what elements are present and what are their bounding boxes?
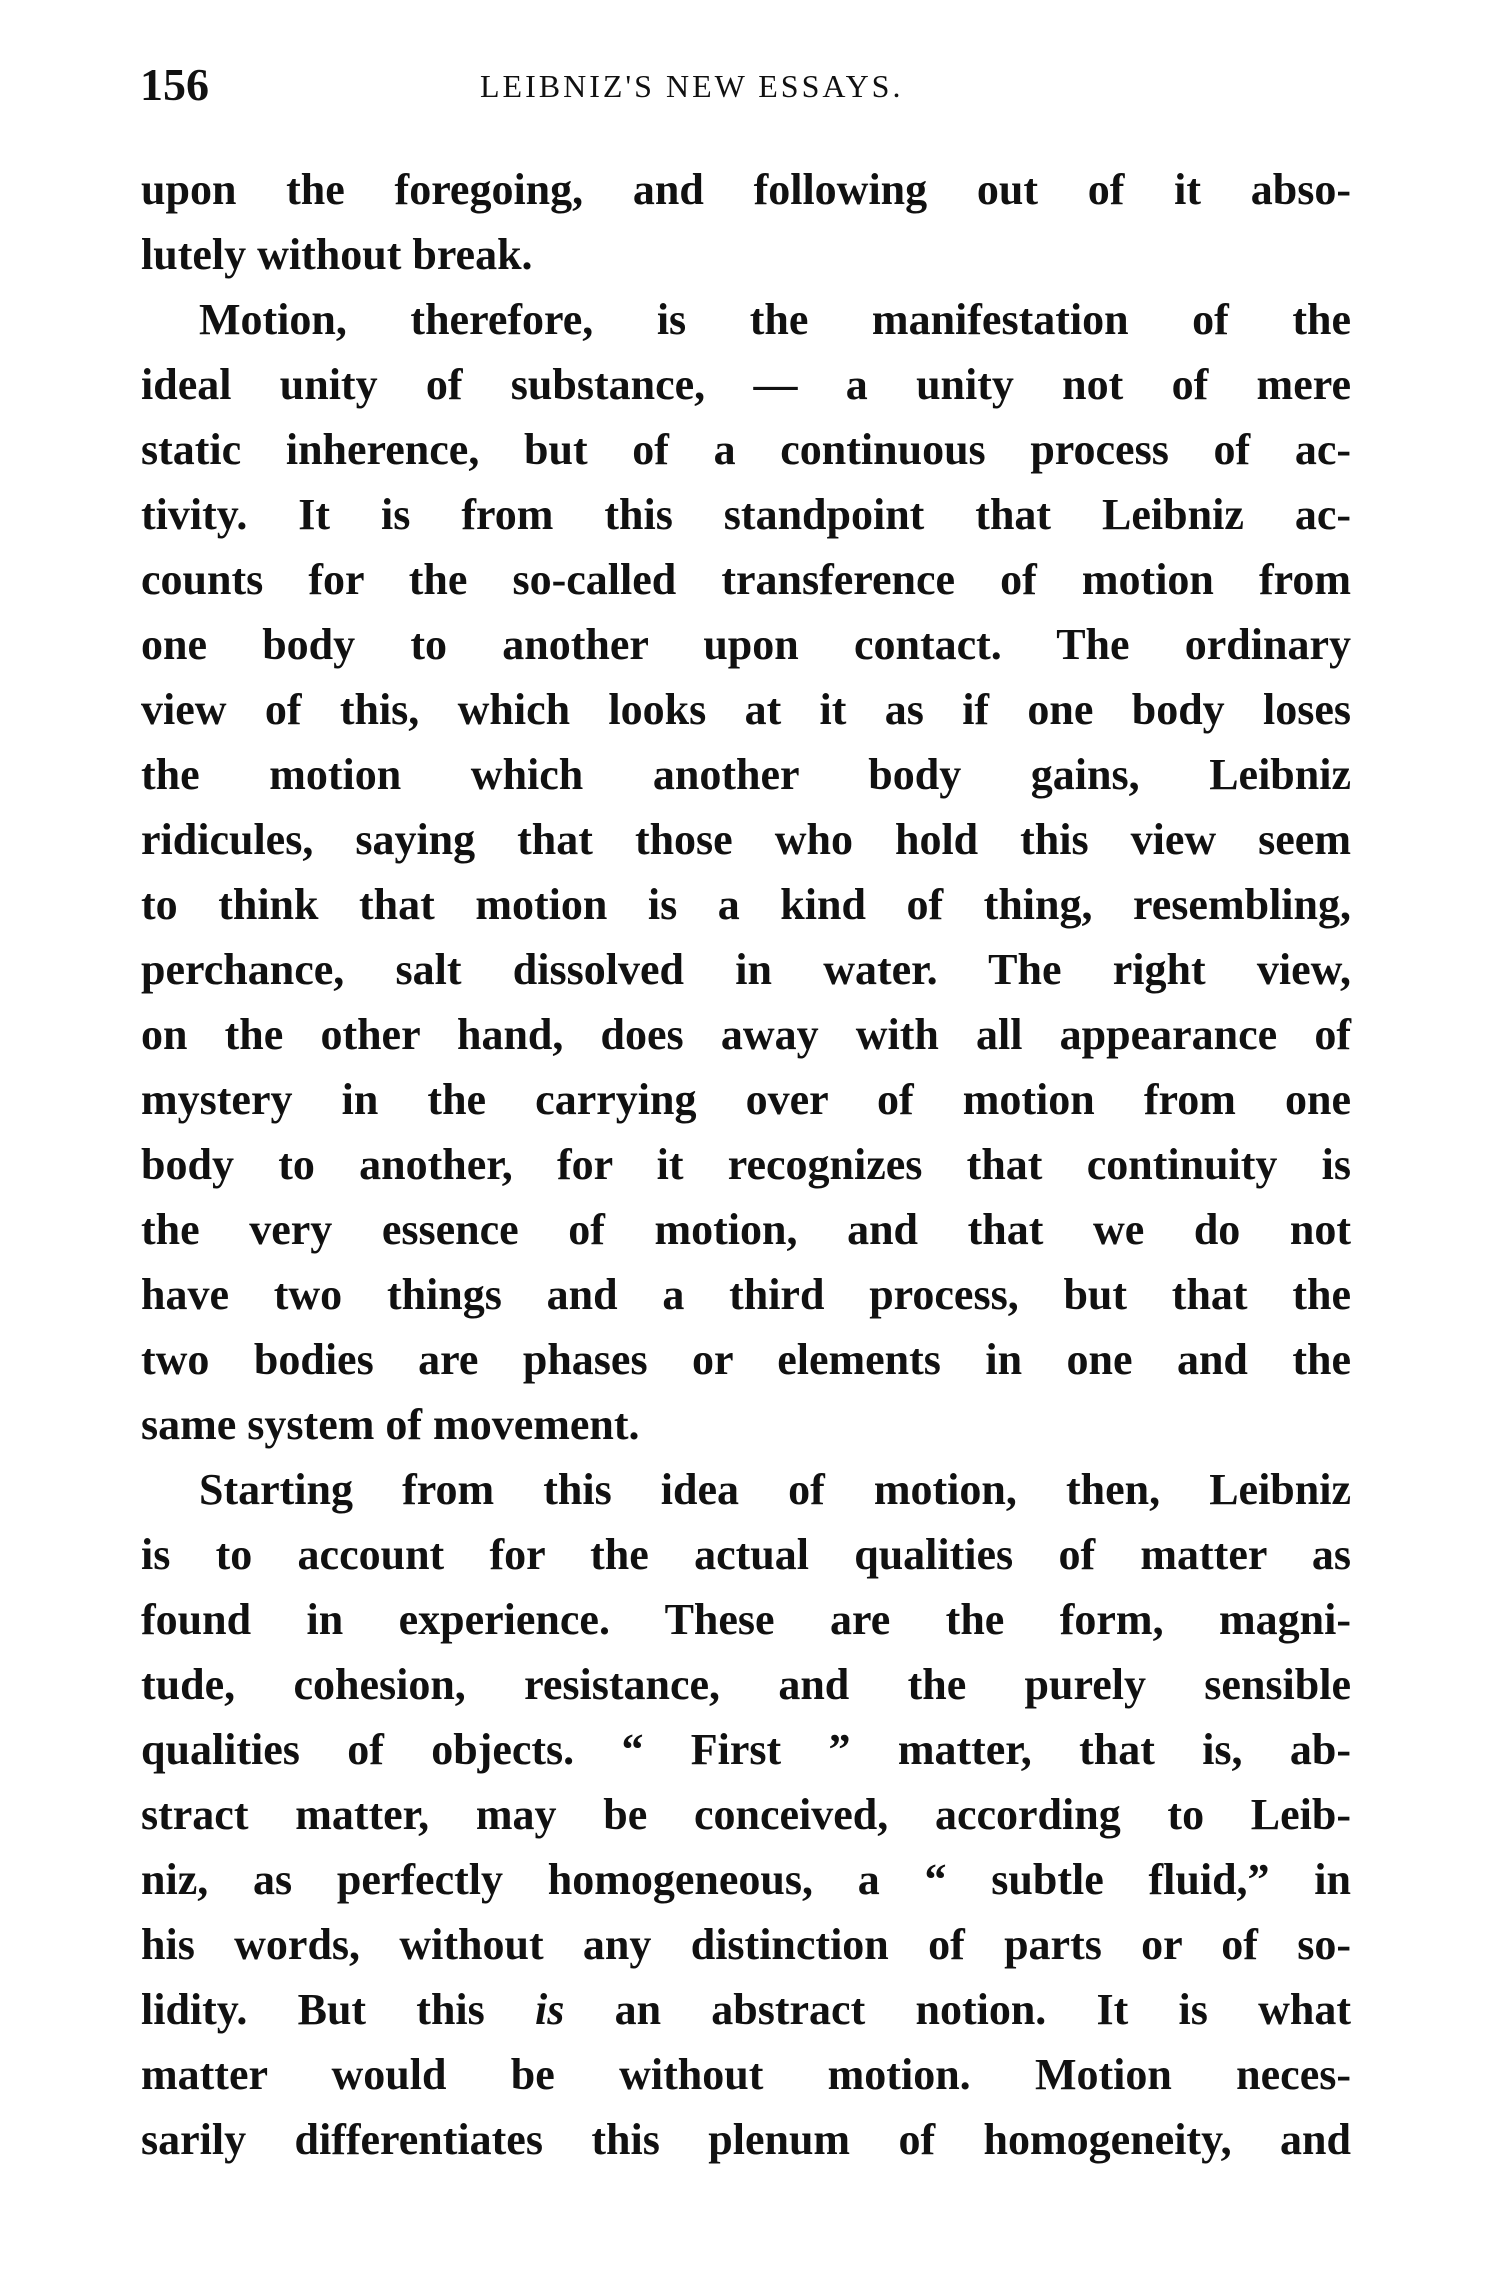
text-line: found in experience. These are the form, magni- [141,1595,1351,1644]
text-line: same system of movement. [141,1400,640,1449]
text-line: lutely without break. [141,230,533,279]
text-line: tivity. It is from this standpoint that Leibniz ac- [141,490,1351,539]
text-segment: lidity. But this [141,1985,535,2034]
text-line: counts for the so-called transference of motion from [141,555,1351,604]
text-line: sarily differentiates this plenum of homogeneity, and [141,2115,1351,2164]
body-text [141,157,1351,2172]
text-line: matter would be without motion. Motion neces- [141,2050,1351,2099]
text-line: perchance, salt dissolved in water. The right view, [141,945,1351,994]
text-line: tude, cohesion, resistance, and the purely sensible [141,1660,1351,1709]
text-line: niz, as perfectly homogeneous, a “ subtle fluid,” in [141,1855,1351,1904]
text-line: stract matter, may be conceived, according to Leib- [141,1790,1351,1839]
text-line [141,1977,1351,2042]
text-line: have two things and a third process, but that the [141,1270,1351,1319]
text-segment: an abstract notion. It is what [564,1985,1351,2034]
text-line: Motion, therefore, is the manifestation of the [199,295,1351,344]
page-number: 156 [140,59,209,110]
text-line: is to account for the actual qualities of matter as [141,1530,1351,1579]
running-title: LEIBNIZ'S NEW ESSAYS. [480,68,904,104]
text-line: ridicules, saying that those who hold this view seem [141,815,1351,864]
text-line: on the other hand, does away with all appearance of [141,1010,1351,1059]
text-line: ideal unity of substance, — a unity not of mere [141,360,1351,409]
text-line: mystery in the carrying over of motion from one [141,1075,1351,1124]
page-header [140,58,1352,118]
italic-word: is [535,1985,565,2034]
text-line: qualities of objects. “ First ” matter, that is, ab- [141,1725,1351,1774]
text-line: his words, without any distinction of parts or of so- [141,1920,1351,1969]
text-line: the motion which another body gains, Leibniz [141,750,1351,799]
text-line: upon the foregoing, and following out of it abso- [141,165,1351,214]
text-line: to think that motion is a kind of thing, resembling, [141,880,1351,929]
text-line: the very essence of motion, and that we do not [141,1205,1351,1254]
text-line: static inherence, but of a continuous process of ac- [141,425,1351,474]
text-line: two bodies are phases or elements in one and the [141,1335,1351,1384]
text-line: Starting from this idea of motion, then, Leibniz [199,1465,1351,1514]
text-line: one body to another upon contact. The ordinary [141,620,1351,669]
text-line: view of this, which looks at it as if one body loses [141,685,1351,734]
text-line: body to another, for it recognizes that continuity is [141,1140,1351,1189]
